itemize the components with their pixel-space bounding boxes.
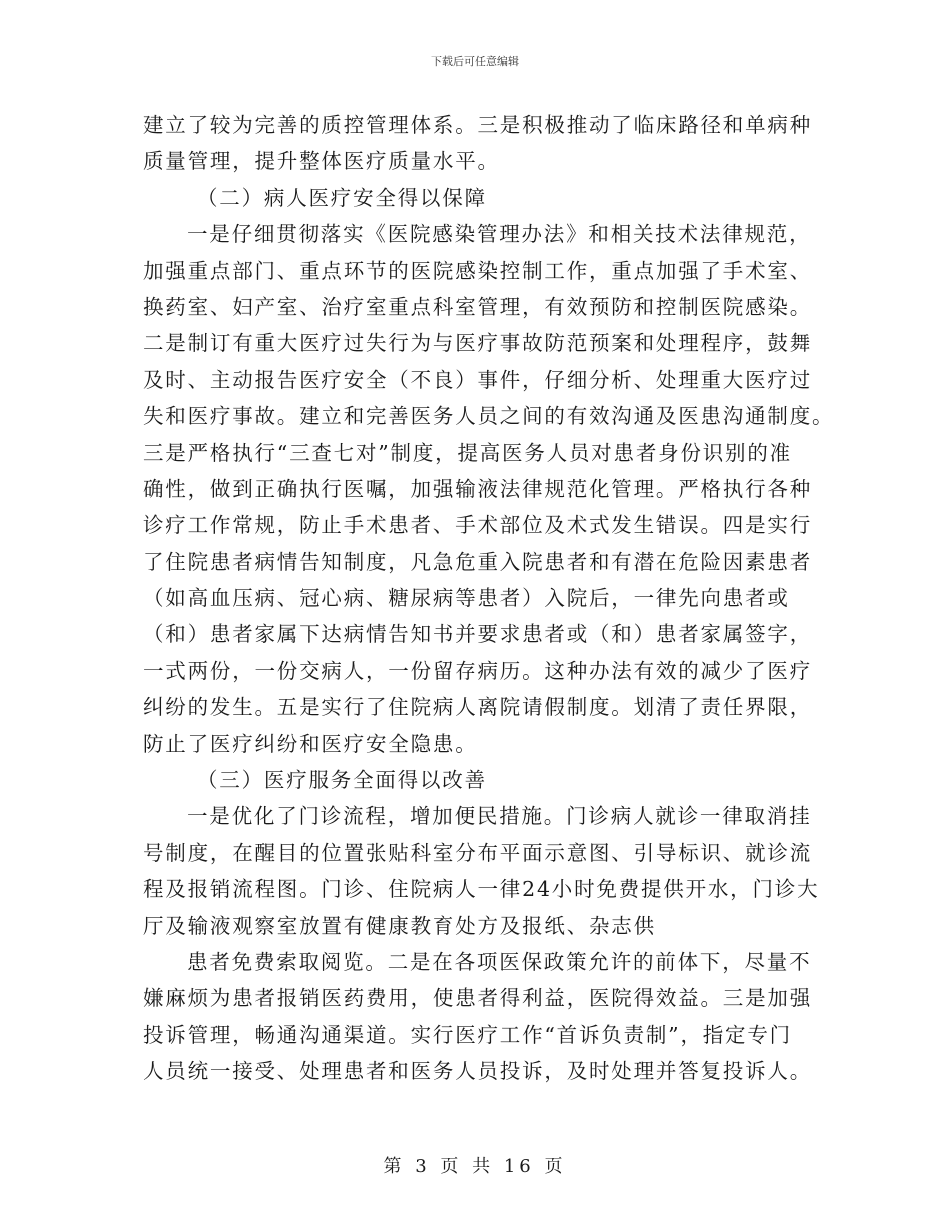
text-line: 确性，做到正确执行医嘱，加强输液法律规范化管理。严格执行各种 [143,476,812,501]
text-line: 加强重点部门、重点环节的医院感染控制工作，重点加强了手术室、 [143,258,812,283]
text-line: 患者免费索取阅览。二是在各项医保政策允许的前体下，尽量不 [187,949,812,974]
text-line: 及时、主动报告医疗安全（不良）事件，仔细分析、处理重大医疗过 [143,367,812,392]
text-line: 三是严格执行“三查七对”制度，提高医务人员对患者身份识别的准 [143,440,792,465]
text-line: （和）患者家属下达病情告知书并要求患者或（和）患者家属签字， [143,622,812,647]
text-line: 一是仔细贯彻落实《医院感染管理办法》和相关技术法律规范， [187,222,812,247]
text-line: 投诉管理，畅通沟通渠道。实行医疗工作“首诉负责制”，指定专门 [143,1022,792,1047]
text-line: 号制度，在醒目的位置张贴科室分布平面示意图、引导标识、就诊流 [143,840,812,865]
text-line: 嫌麻烦为患者报销医药费用，使患者得利益，医院得效益。三是加强 [143,986,812,1011]
text-line: 程及报销流程图。门诊、住院病人一律24小时免费提供开水，门诊大 [143,877,820,902]
section-heading: （二）病人医疗安全得以保障 [197,185,487,210]
text-line: 纠纷的发生。五是实行了住院病人离院请假制度。划清了责任界限， [143,695,812,720]
text-line: （如高血压病、冠心病、糖尿病等患者）入院后，一律先向患者或 [143,586,790,611]
text-line: 二是制订有重大医疗过失行为与医疗事故防范预案和处理程序，鼓舞 [143,331,812,356]
text-line: 一式两份，一份交病人，一份留存病历。这种办法有效的减少了医疗 [143,658,812,683]
text-line: 厅及输液观察室放置有健康教育处方及报纸、杂志供 [143,913,656,938]
text-line: 诊疗工作常规，防止手术患者、手术部位及术式发生错误。四是实行 [143,513,812,538]
document-body [143,107,835,1090]
text-line: 了住院患者病情告知制度，凡急危重入院患者和有潜在危险因素患者 [143,549,812,574]
page-number: 第 3 页 共 16 页 [383,1156,567,1177]
text-line: 一是优化了门诊流程，增加便民措施。门诊病人就诊一律取消挂 [187,804,812,829]
text-line: 失和医疗事故。建立和完善医务人员之间的有效沟通及医患沟通制度。 [143,404,835,429]
text-line: 建立了较为完善的质控管理体系。三是积极推动了临床路径和单病种 [143,113,812,137]
text-line: 人员统一接受、处理患者和医务人员投诉，及时处理并答复投诉人。 [143,1059,812,1084]
section-heading: （三）医疗服务全面得以改善 [197,768,487,793]
text-line: 换药室、妇产室、治疗室重点科室管理，有效预防和控制医院感染。 [143,294,812,319]
text-line: 质量管理，提升整体医疗质量水平。 [143,149,500,174]
page-header: 下载后可任意编辑 [431,55,519,68]
text-line: 防止了医疗纠纷和医疗安全隐患。 [143,731,478,756]
